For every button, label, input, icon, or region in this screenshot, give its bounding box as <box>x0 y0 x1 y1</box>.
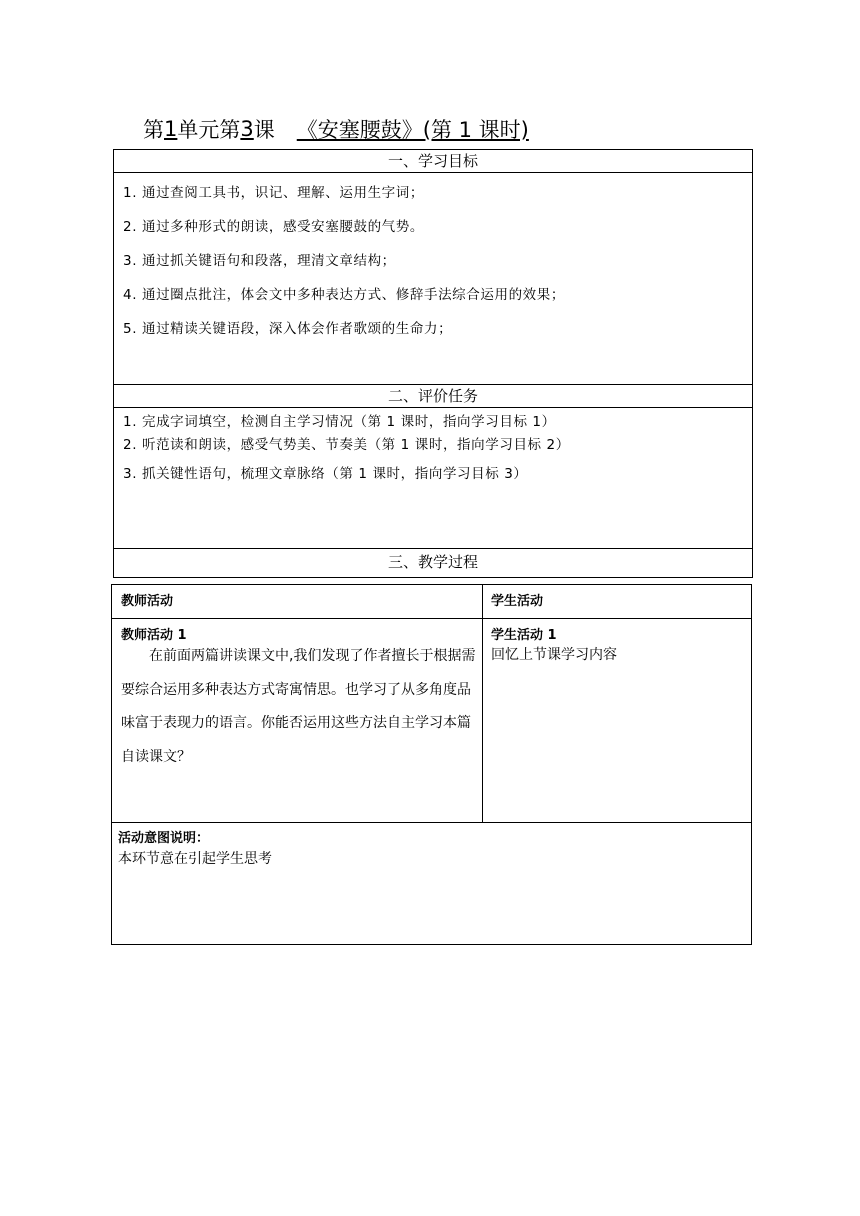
goal-item: 4. 通过圈点批注，体会文中多种表达方式、修辞手法综合运用的效果； <box>123 287 565 303</box>
goal-item: 2. 通过多种形式的朗读，感受安塞腰鼓的气势。 <box>123 219 424 235</box>
teacher-activity-header: 教师活动 <box>121 594 174 609</box>
process-table <box>111 584 752 945</box>
goal-item: 1. 通过查阅工具书，识记、理解、运用生字词； <box>123 185 424 201</box>
lesson-number: 3 <box>240 117 254 141</box>
goal-item: 3. 通过抓关键语句和段落，理清文章结构； <box>123 253 396 269</box>
activity-intent-text: 本环节意在引起学生思考 <box>118 851 272 867</box>
column-divider <box>482 585 483 823</box>
lesson-title <box>143 114 529 144</box>
unit-text: 单元第 <box>177 118 241 142</box>
task-item: 3. 抓关键性语句，梳理文章脉络（第 1 课时，指向学习目标 3） <box>123 466 528 482</box>
section-process-heading: 三、教学过程 <box>113 548 753 578</box>
teacher-activity-text: 在前面两篇讲读课文中,我们发现了作者擅长于根据需要综合运用多种表达方式寄寓情思。也学习了从多角度品味富于表现力的语言。你能否运用这些方法自主学习本篇自读课文？ <box>121 648 476 765</box>
section-evaluation-body <box>113 407 753 549</box>
book-title: 《安塞腰鼓》(第 1 课时) <box>296 118 529 142</box>
goal-item: 5. 通过精读关键语段，深入体会作者歌颂的生命力； <box>123 321 453 337</box>
section-learning-goals-heading: 一、学习目标 <box>113 149 753 173</box>
lesson-text: 课 <box>253 118 275 142</box>
section-learning-goals-body <box>113 172 753 385</box>
row-divider <box>112 618 751 619</box>
activity-intent-title: 活动意图说明： <box>118 831 210 846</box>
student-activity-header: 学生活动 <box>491 594 544 609</box>
student-activity-text: 回忆上节课学习内容 <box>491 647 617 663</box>
teacher-activity-title: 教师活动 1 <box>121 628 187 643</box>
title-prefix: 第 <box>143 118 164 142</box>
task-item: 2. 听范读和朗读，感受气势美、节奏美（第 1 课时，指向学习目标 2） <box>123 437 570 453</box>
row-divider <box>112 822 751 823</box>
unit-number: 1 <box>164 117 178 141</box>
section-evaluation-heading: 二、评价任务 <box>113 384 753 408</box>
student-activity-title: 学生活动 1 <box>491 628 557 643</box>
task-item: 1. 完成字词填空，检测自主学习情况（第 1 课时，指向学习目标 1） <box>123 414 556 430</box>
